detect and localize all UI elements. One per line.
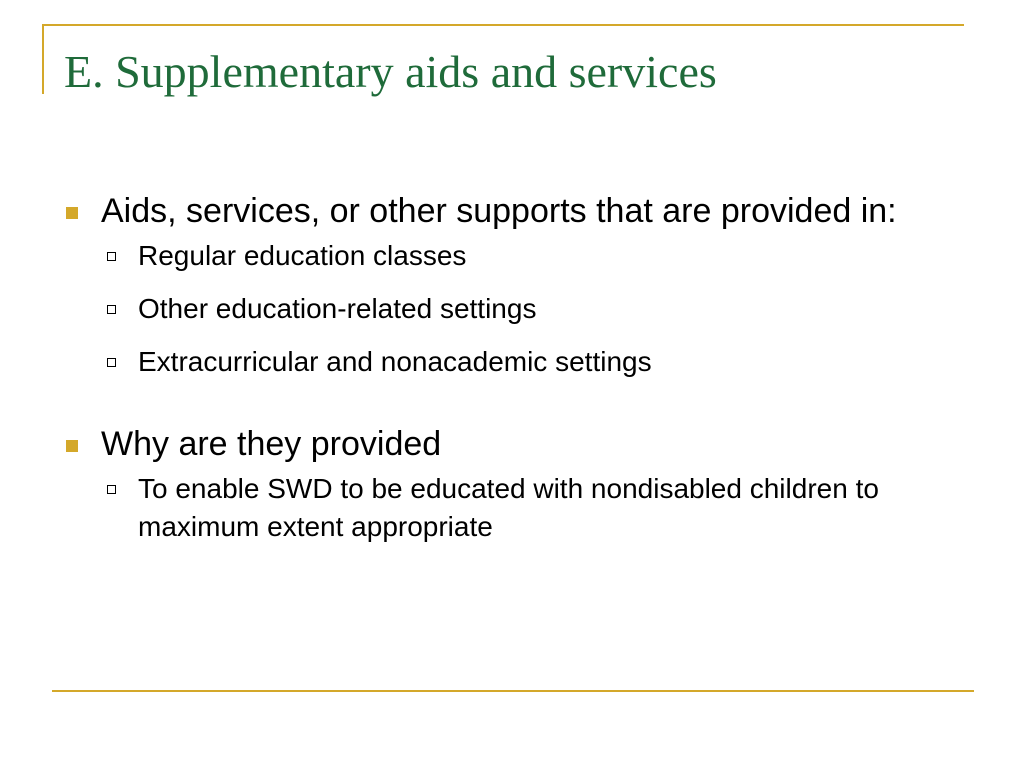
bottom-rule — [52, 690, 974, 692]
sub-bullet-list — [64, 237, 964, 381]
sub-bullet-item — [64, 237, 964, 275]
bullet-text: Aids, services, or other supports that are provided in: — [101, 192, 897, 230]
hollow-square-bullet-icon — [107, 485, 116, 494]
sub-bullet-text: Regular education classes — [138, 240, 467, 271]
slide-title: E. Supplementary aids and services — [64, 46, 717, 97]
sub-bullet-text: Other education-related settings — [138, 293, 537, 324]
sub-bullet-text: To enable SWD to be educated with nondisabled children to maximum extent appropriate — [138, 473, 879, 542]
sub-bullet-text: Extracurricular and nonacademic settings — [138, 346, 652, 377]
hollow-square-bullet-icon — [107, 305, 116, 314]
sub-bullet-item — [64, 343, 964, 381]
hollow-square-bullet-icon — [107, 358, 116, 367]
sub-bullet-list — [64, 470, 964, 546]
bullet-item — [64, 190, 964, 233]
bullet-text: Why are they provided — [101, 425, 442, 463]
bullet-item — [64, 423, 964, 466]
sub-bullet-item — [64, 290, 964, 328]
slide-body — [64, 190, 964, 561]
filled-square-bullet-icon — [66, 440, 78, 452]
filled-square-bullet-icon — [66, 207, 78, 219]
left-rule — [42, 24, 44, 94]
sub-bullet-item — [64, 470, 964, 546]
bullet-group-why — [64, 423, 964, 546]
hollow-square-bullet-icon — [107, 252, 116, 261]
top-rule — [42, 24, 964, 26]
bullet-group-aids — [64, 190, 964, 381]
